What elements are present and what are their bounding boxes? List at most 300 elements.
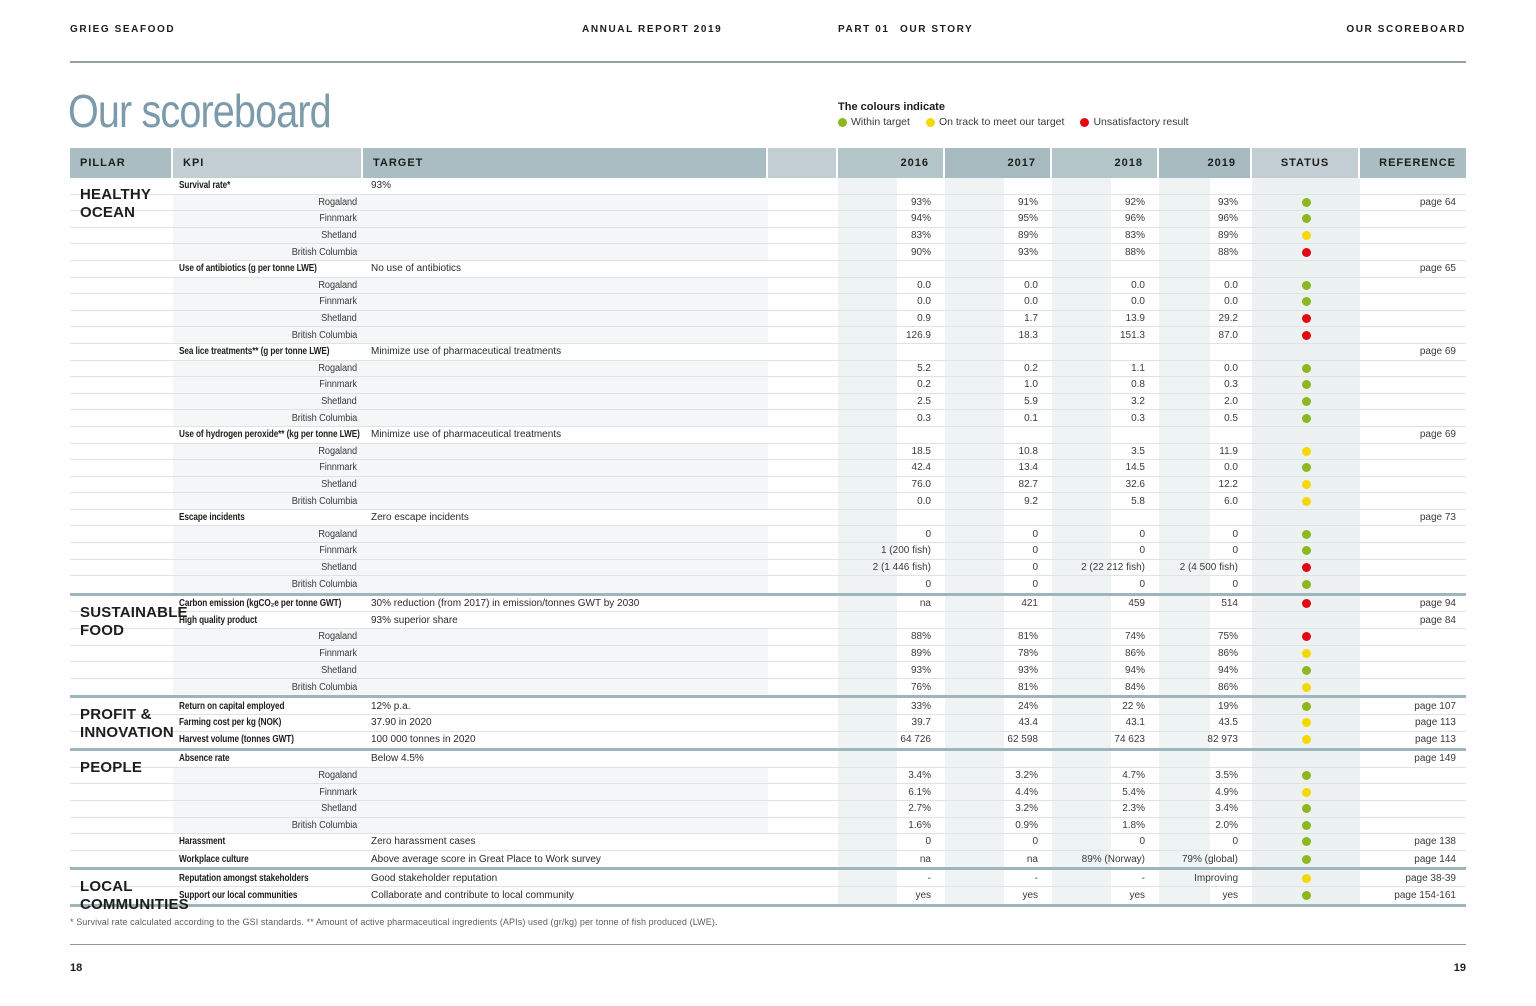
kpi-cell xyxy=(173,818,363,834)
status-dot-green xyxy=(1302,364,1311,373)
year-cell-2016: yes xyxy=(838,887,945,904)
year-cell-2018: 32.6 xyxy=(1052,477,1159,493)
spacer-cell xyxy=(768,444,838,460)
table-row xyxy=(70,732,1466,749)
year-cell-2016 xyxy=(838,427,945,443)
pillar-cell xyxy=(70,361,173,377)
year-cell-2016 xyxy=(838,344,945,360)
kpi-cell xyxy=(173,596,363,612)
target-cell xyxy=(363,278,768,294)
pillar-cell xyxy=(70,294,173,310)
pillar-section xyxy=(70,695,1466,748)
year-cell-2018 xyxy=(1052,178,1159,194)
spacer-cell xyxy=(768,377,838,393)
year-cell-2019: Improving xyxy=(1159,870,1252,886)
kpi-cell xyxy=(173,178,363,194)
year-cell-2018: 0 xyxy=(1052,526,1159,542)
kpi-cell xyxy=(173,311,363,327)
reference-cell xyxy=(1360,211,1466,227)
column-header-kpi: KPI xyxy=(173,148,363,178)
table-row xyxy=(70,228,1466,245)
kpi-cell xyxy=(173,801,363,817)
year-cell-2017: 0.0 xyxy=(945,278,1052,294)
year-cell-2019: 0 xyxy=(1159,576,1252,593)
year-cell-2019: 96% xyxy=(1159,211,1252,227)
year-cell-2016: 76.0 xyxy=(838,477,945,493)
target-cell: Above average score in Great Place to Work survey xyxy=(371,853,601,865)
spacer-cell xyxy=(768,560,838,576)
pillar-cell xyxy=(70,477,173,493)
year-cell-2018: - xyxy=(1052,870,1159,886)
year-cell-2017: 95% xyxy=(945,211,1052,227)
region-label: Finnmark xyxy=(319,213,357,225)
page-header xyxy=(70,24,1466,40)
status-dot-green xyxy=(1302,414,1311,423)
year-cell-2018 xyxy=(1052,751,1159,767)
year-cell-2017: 3.2% xyxy=(945,768,1052,784)
pillar-cell xyxy=(70,410,173,426)
year-cell-2019: 75% xyxy=(1159,629,1252,645)
year-cell-2016: na xyxy=(838,596,945,612)
pillar-cell xyxy=(70,576,173,593)
kpi-label: Escape incidents xyxy=(179,512,245,524)
target-cell xyxy=(363,560,768,576)
reference-cell xyxy=(1360,178,1466,194)
year-cell-2018: 83% xyxy=(1052,228,1159,244)
status-dot-green xyxy=(1302,837,1311,846)
kpi-label: Workplace culture xyxy=(179,853,249,865)
table-row xyxy=(70,834,1466,851)
reference-cell: page 138 xyxy=(1414,836,1456,848)
status-dot-red xyxy=(1302,331,1311,340)
year-cell-2017: 43.4 xyxy=(945,715,1052,731)
kpi-cell xyxy=(173,195,363,211)
year-cell-2017: 24% xyxy=(945,698,1052,714)
year-cell-2018: 92% xyxy=(1052,195,1159,211)
reference-cell xyxy=(1360,444,1466,460)
spacer-cell xyxy=(768,784,838,800)
kpi-cell xyxy=(173,526,363,542)
kpi-label: Use of antibiotics (g per tonne LWE) xyxy=(179,263,317,275)
year-cell-2017: 1.7 xyxy=(945,311,1052,327)
kpi-cell xyxy=(173,679,363,696)
pillar-cell xyxy=(70,444,173,460)
year-cell-2016: 94% xyxy=(838,211,945,227)
table-row xyxy=(70,576,1466,593)
status-dot-green xyxy=(1302,281,1311,290)
legend-label: Unsatisfactory result xyxy=(1093,116,1189,128)
target-cell xyxy=(363,377,768,393)
table-row xyxy=(70,679,1466,696)
kpi-cell xyxy=(173,211,363,227)
pillar-cell xyxy=(70,851,173,868)
table-row xyxy=(70,510,1466,527)
status-cell xyxy=(1252,851,1360,868)
spacer-cell xyxy=(768,801,838,817)
year-cell-2017: 4.4% xyxy=(945,784,1052,800)
spacer-cell xyxy=(768,851,838,868)
status-cell xyxy=(1252,410,1360,426)
reference-cell: page 69 xyxy=(1419,346,1456,358)
table-row xyxy=(70,768,1466,785)
year-cell-2017: 0 xyxy=(945,834,1052,850)
column-header-2017: 2017 xyxy=(945,148,1052,178)
pillar-cell xyxy=(70,801,173,817)
target-cell xyxy=(363,294,768,310)
region-label: British Columbia xyxy=(291,246,357,258)
spacer-cell xyxy=(768,526,838,542)
kpi-cell xyxy=(173,361,363,377)
target-cell xyxy=(363,768,768,784)
pillar-cell xyxy=(70,394,173,410)
table-row xyxy=(70,278,1466,295)
year-cell-2019: 0.3 xyxy=(1159,377,1252,393)
year-cell-2018: 74 623 xyxy=(1052,732,1159,749)
year-cell-2018: 3.2 xyxy=(1052,394,1159,410)
kpi-cell xyxy=(173,646,363,662)
table-row xyxy=(70,394,1466,411)
year-cell-2016: 83% xyxy=(838,228,945,244)
status-dot-green xyxy=(1302,463,1311,472)
target-cell: 93% xyxy=(371,180,392,192)
year-cell-2016: 64 726 xyxy=(838,732,945,749)
pillar-cell xyxy=(70,834,173,850)
kpi-label: Sea lice treatments** (g per tonne LWE) xyxy=(179,346,330,358)
year-cell-2018: 0 xyxy=(1052,576,1159,593)
year-cell-2019: 19% xyxy=(1159,698,1252,714)
status-cell xyxy=(1252,629,1360,645)
year-cell-2019: 4.9% xyxy=(1159,784,1252,800)
column-header-target: TARGET xyxy=(363,148,768,178)
reference-cell xyxy=(1360,818,1466,834)
target-cell xyxy=(363,526,768,542)
year-cell-2019: 0.0 xyxy=(1159,361,1252,377)
spacer-cell xyxy=(768,576,838,593)
year-cell-2018: 89% (Norway) xyxy=(1052,851,1159,868)
year-cell-2019: 2 (4 500 fish) xyxy=(1159,560,1252,576)
target-cell xyxy=(363,394,768,410)
kpi-cell xyxy=(173,715,363,731)
year-cell-2016: 88% xyxy=(838,629,945,645)
table-row xyxy=(70,294,1466,311)
table-row xyxy=(70,344,1466,361)
year-cell-2018: 88% xyxy=(1052,244,1159,260)
year-cell-2016: 126.9 xyxy=(838,327,945,343)
reference-cell: page 69 xyxy=(1419,429,1456,441)
kpi-cell xyxy=(173,261,363,277)
table-row xyxy=(70,646,1466,663)
year-cell-2017: 5.9 xyxy=(945,394,1052,410)
status-cell xyxy=(1252,612,1360,628)
year-cell-2018: 0.3 xyxy=(1052,410,1159,426)
year-cell-2018: 3.5 xyxy=(1052,444,1159,460)
pillar-label: LOCAL COMMUNITIES xyxy=(80,878,189,914)
year-cell-2017 xyxy=(945,178,1052,194)
year-cell-2016: 1 (200 fish) xyxy=(838,543,945,559)
year-cell-2016 xyxy=(838,612,945,628)
status-dot-green xyxy=(1302,297,1311,306)
year-cell-2016: 0.0 xyxy=(838,278,945,294)
kpi-label: Harassment xyxy=(179,836,226,848)
column-header-2016: 2016 xyxy=(838,148,945,178)
status-dot-red xyxy=(1302,248,1311,257)
kpi-cell xyxy=(173,228,363,244)
kpi-cell xyxy=(173,560,363,576)
reference-cell xyxy=(1360,629,1466,645)
year-cell-2018 xyxy=(1052,510,1159,526)
scoreboard-table xyxy=(70,148,1466,914)
status-cell xyxy=(1252,493,1360,509)
status-cell xyxy=(1252,444,1360,460)
kpi-cell xyxy=(173,377,363,393)
target-cell: 37.90 in 2020 xyxy=(371,717,432,729)
reference-cell xyxy=(1360,327,1466,343)
pillar-cell xyxy=(70,460,173,476)
year-cell-2016: 0.3 xyxy=(838,410,945,426)
year-cell-2016: 2.5 xyxy=(838,394,945,410)
pillar-cell xyxy=(70,228,173,244)
spacer-cell xyxy=(768,646,838,662)
year-cell-2017: 0 xyxy=(945,576,1052,593)
status-dot-green xyxy=(1302,666,1311,675)
target-cell xyxy=(363,444,768,460)
spacer-cell xyxy=(768,178,838,194)
pillar-cell xyxy=(70,377,173,393)
status-dot-green xyxy=(1302,804,1311,813)
year-cell-2019: 0 xyxy=(1159,526,1252,542)
pillar-cell xyxy=(70,344,173,360)
table-row xyxy=(70,311,1466,328)
year-cell-2017: 0.9% xyxy=(945,818,1052,834)
region-label: British Columbia xyxy=(291,681,357,693)
year-cell-2019: 3.4% xyxy=(1159,801,1252,817)
status-dot-yellow xyxy=(1302,649,1311,658)
red-dot-icon xyxy=(1080,118,1089,127)
year-cell-2019 xyxy=(1159,510,1252,526)
year-cell-2019: 0.0 xyxy=(1159,278,1252,294)
kpi-cell xyxy=(173,629,363,645)
pillar-cell xyxy=(70,560,173,576)
year-cell-2016: 76% xyxy=(838,679,945,696)
kpi-cell xyxy=(173,327,363,343)
pillar-section xyxy=(70,867,1466,914)
reference-cell: page 107 xyxy=(1414,700,1456,712)
target-cell xyxy=(363,195,768,211)
region-label: Finnmark xyxy=(319,545,357,557)
kpi-cell xyxy=(173,477,363,493)
year-cell-2016: 18.5 xyxy=(838,444,945,460)
reference-cell xyxy=(1360,361,1466,377)
region-label: Finnmark xyxy=(319,296,357,308)
year-cell-2018 xyxy=(1052,344,1159,360)
year-cell-2017: 10.8 xyxy=(945,444,1052,460)
kpi-cell xyxy=(173,768,363,784)
region-label: British Columbia xyxy=(291,819,357,831)
legend-items xyxy=(838,116,1189,128)
year-cell-2019: 87.0 xyxy=(1159,327,1252,343)
spacer-cell xyxy=(768,261,838,277)
pillar-cell xyxy=(70,543,173,559)
status-dot-green xyxy=(1302,821,1311,830)
year-cell-2018 xyxy=(1052,427,1159,443)
status-cell xyxy=(1252,818,1360,834)
table-row xyxy=(70,493,1466,510)
target-cell xyxy=(363,576,768,593)
spacer-cell xyxy=(768,818,838,834)
spacer-cell xyxy=(768,410,838,426)
story-label: OUR STORY xyxy=(900,24,974,35)
reference-cell: page 38-39 xyxy=(1405,872,1456,884)
kpi-label: Carbon emission (kgCO₂e per tonne GWT) xyxy=(179,598,342,610)
year-cell-2019 xyxy=(1159,261,1252,277)
year-cell-2017: 91% xyxy=(945,195,1052,211)
year-cell-2018: 2 (22 212 fish) xyxy=(1052,560,1159,576)
table-row xyxy=(70,460,1466,477)
pillar-cell xyxy=(70,818,173,834)
year-cell-2017: yes xyxy=(945,887,1052,904)
status-cell xyxy=(1252,679,1360,696)
year-cell-2017: 1.0 xyxy=(945,377,1052,393)
year-cell-2016: 0.2 xyxy=(838,377,945,393)
table-row xyxy=(70,361,1466,378)
status-dot-green xyxy=(1302,214,1311,223)
target-cell xyxy=(363,211,768,227)
year-cell-2016: 0.9 xyxy=(838,311,945,327)
target-cell xyxy=(363,244,768,260)
year-cell-2016: 6.1% xyxy=(838,784,945,800)
target-cell: 100 000 tonnes in 2020 xyxy=(371,734,476,746)
reference-cell: page 84 xyxy=(1419,614,1456,626)
year-cell-2018: 86% xyxy=(1052,646,1159,662)
reference-cell: page 149 xyxy=(1414,753,1456,765)
status-cell xyxy=(1252,732,1360,749)
reference-cell xyxy=(1360,278,1466,294)
target-cell xyxy=(363,543,768,559)
spacer-cell xyxy=(768,394,838,410)
pillar-cell xyxy=(70,646,173,662)
status-dot-yellow xyxy=(1302,683,1311,692)
spacer-cell xyxy=(768,195,838,211)
target-cell xyxy=(363,228,768,244)
status-dot-yellow xyxy=(1302,874,1311,883)
region-label: British Columbia xyxy=(291,329,357,341)
table-row xyxy=(70,178,1466,195)
status-dot-green xyxy=(1302,702,1311,711)
kpi-cell xyxy=(173,244,363,260)
region-label: Shetland xyxy=(321,396,357,408)
year-cell-2019: 89% xyxy=(1159,228,1252,244)
spacer-cell xyxy=(768,327,838,343)
reference-cell xyxy=(1360,526,1466,542)
year-cell-2016: 0 xyxy=(838,834,945,850)
kpi-cell xyxy=(173,784,363,800)
status-cell xyxy=(1252,751,1360,767)
column-header-2018: 2018 xyxy=(1052,148,1159,178)
status-cell xyxy=(1252,361,1360,377)
table-row xyxy=(70,477,1466,494)
kpi-cell xyxy=(173,510,363,526)
pillar-section xyxy=(70,593,1466,696)
status-cell xyxy=(1252,394,1360,410)
year-cell-2017: 78% xyxy=(945,646,1052,662)
year-cell-2017: 82.7 xyxy=(945,477,1052,493)
target-cell: No use of antibiotics xyxy=(371,263,462,275)
region-label: Finnmark xyxy=(319,786,357,798)
status-dot-green xyxy=(1302,546,1311,555)
region-label: Rogaland xyxy=(318,528,357,540)
target-cell xyxy=(363,361,768,377)
yellow-dot-icon xyxy=(926,118,935,127)
spacer-cell xyxy=(768,679,838,696)
target-cell: Collaborate and contribute to local community xyxy=(371,889,574,901)
year-cell-2017: 81% xyxy=(945,679,1052,696)
year-cell-2019: 0.0 xyxy=(1159,294,1252,310)
status-dot-yellow xyxy=(1302,718,1311,727)
kpi-cell xyxy=(173,834,363,850)
status-cell xyxy=(1252,768,1360,784)
table-row xyxy=(70,698,1466,715)
year-cell-2019 xyxy=(1159,612,1252,628)
kpi-cell xyxy=(173,612,363,628)
reference-cell xyxy=(1360,377,1466,393)
year-cell-2016: 90% xyxy=(838,244,945,260)
status-cell xyxy=(1252,460,1360,476)
table-row xyxy=(70,211,1466,228)
year-cell-2019: 12.2 xyxy=(1159,477,1252,493)
reference-cell xyxy=(1360,460,1466,476)
status-dot-green xyxy=(1302,380,1311,389)
year-cell-2017 xyxy=(945,612,1052,628)
part-label: PART 01 xyxy=(838,24,890,35)
reference-cell: page 144 xyxy=(1414,853,1456,865)
year-cell-2019: 43.5 xyxy=(1159,715,1252,731)
pillar-cell xyxy=(70,327,173,343)
legend-title: The colours indicate xyxy=(838,101,945,113)
year-cell-2017: 93% xyxy=(945,662,1052,678)
region-label: Shetland xyxy=(321,664,357,676)
pillar-cell xyxy=(70,427,173,443)
year-cell-2019: 82 973 xyxy=(1159,732,1252,749)
table-row xyxy=(70,715,1466,732)
pillar-label: SUSTAINABLE FOOD xyxy=(80,603,188,639)
kpi-label: Use of hydrogen peroxide** (kg per tonne LWE) xyxy=(179,429,360,441)
status-cell xyxy=(1252,596,1360,612)
status-cell xyxy=(1252,294,1360,310)
status-dot-yellow xyxy=(1302,447,1311,456)
target-cell: Minimize use of pharmaceutical treatments xyxy=(371,346,562,358)
status-dot-green xyxy=(1302,580,1311,589)
table-row xyxy=(70,261,1466,278)
year-cell-2017 xyxy=(945,427,1052,443)
year-cell-2018: 151.3 xyxy=(1052,327,1159,343)
pillar-label: PEOPLE xyxy=(80,759,143,777)
reference-cell xyxy=(1360,784,1466,800)
spacer-cell xyxy=(768,211,838,227)
year-cell-2019: 11.9 xyxy=(1159,444,1252,460)
table-row xyxy=(70,195,1466,212)
reference-cell xyxy=(1360,543,1466,559)
region-label: Rogaland xyxy=(318,770,357,782)
year-cell-2019: 0 xyxy=(1159,543,1252,559)
kpi-cell xyxy=(173,278,363,294)
status-cell xyxy=(1252,715,1360,731)
year-cell-2018: 1.1 xyxy=(1052,361,1159,377)
footnote: * Survival rate calculated according to the GSI standards. ** Amount of active pharmaceutical ingredients (APIs) used (gr/kg) per tonne of fish produced (LWE). xyxy=(70,917,718,927)
status-dot-yellow xyxy=(1302,480,1311,489)
target-cell xyxy=(363,327,768,343)
reference-cell xyxy=(1360,646,1466,662)
year-cell-2017: 89% xyxy=(945,228,1052,244)
